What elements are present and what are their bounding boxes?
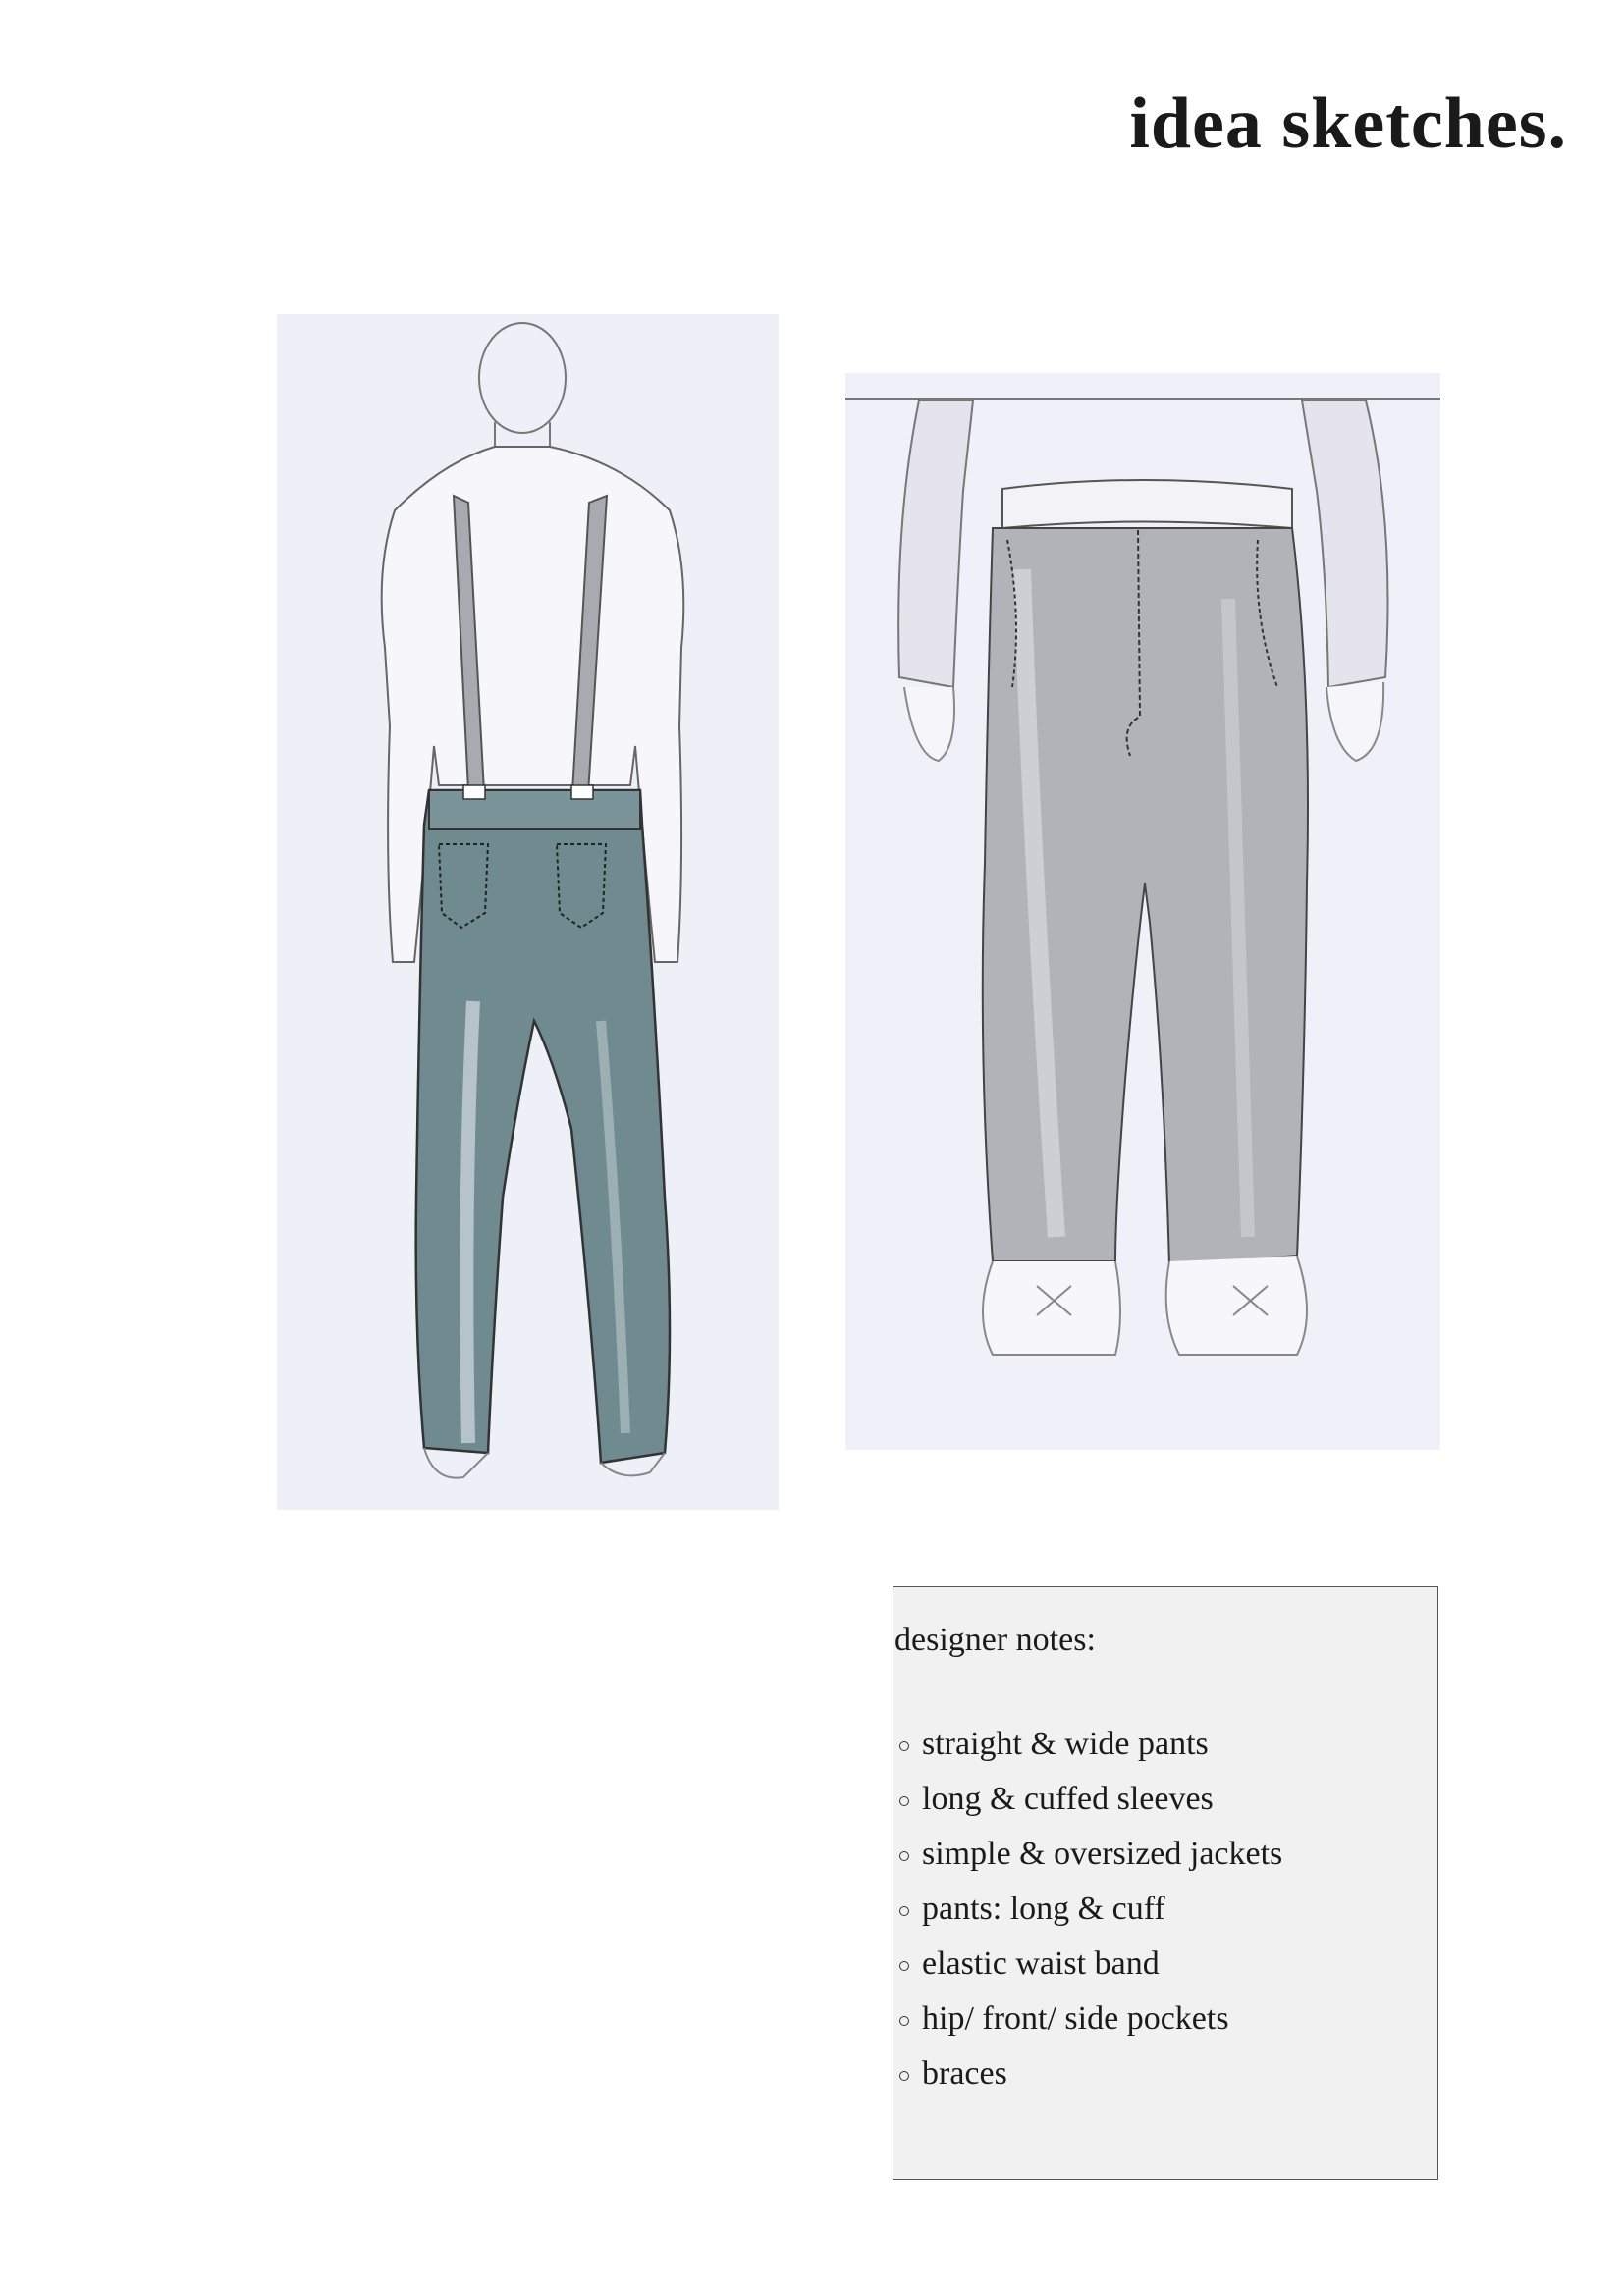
list-item: pants: long & cuff xyxy=(899,1882,1282,1937)
bullet-icon xyxy=(899,2071,909,2081)
bullet-icon xyxy=(899,1961,909,1971)
list-item: hip/ front/ side pockets xyxy=(899,1992,1282,2047)
list-item: straight & wide pants xyxy=(899,1717,1282,1772)
designer-notes-box xyxy=(893,1586,1438,2180)
list-item: elastic waist band xyxy=(899,1937,1282,1992)
back-view-pants-sketch-icon xyxy=(277,314,779,1510)
bullet-icon xyxy=(899,1796,909,1806)
list-item: long & cuffed sleeves xyxy=(899,1772,1282,1827)
list-item: braces xyxy=(899,2047,1282,2102)
list-item: simple & oversized jackets xyxy=(899,1827,1282,1882)
notes-list xyxy=(899,1717,1282,2102)
bullet-icon xyxy=(899,1851,909,1861)
bullet-icon xyxy=(899,2016,909,2026)
notes-heading: designer notes: xyxy=(894,1622,1096,1658)
bullet-icon xyxy=(899,1906,909,1916)
front-view-pants-sketch-icon xyxy=(845,373,1440,1450)
bullet-icon xyxy=(899,1741,909,1751)
page-title: idea sketches. xyxy=(1129,83,1567,164)
